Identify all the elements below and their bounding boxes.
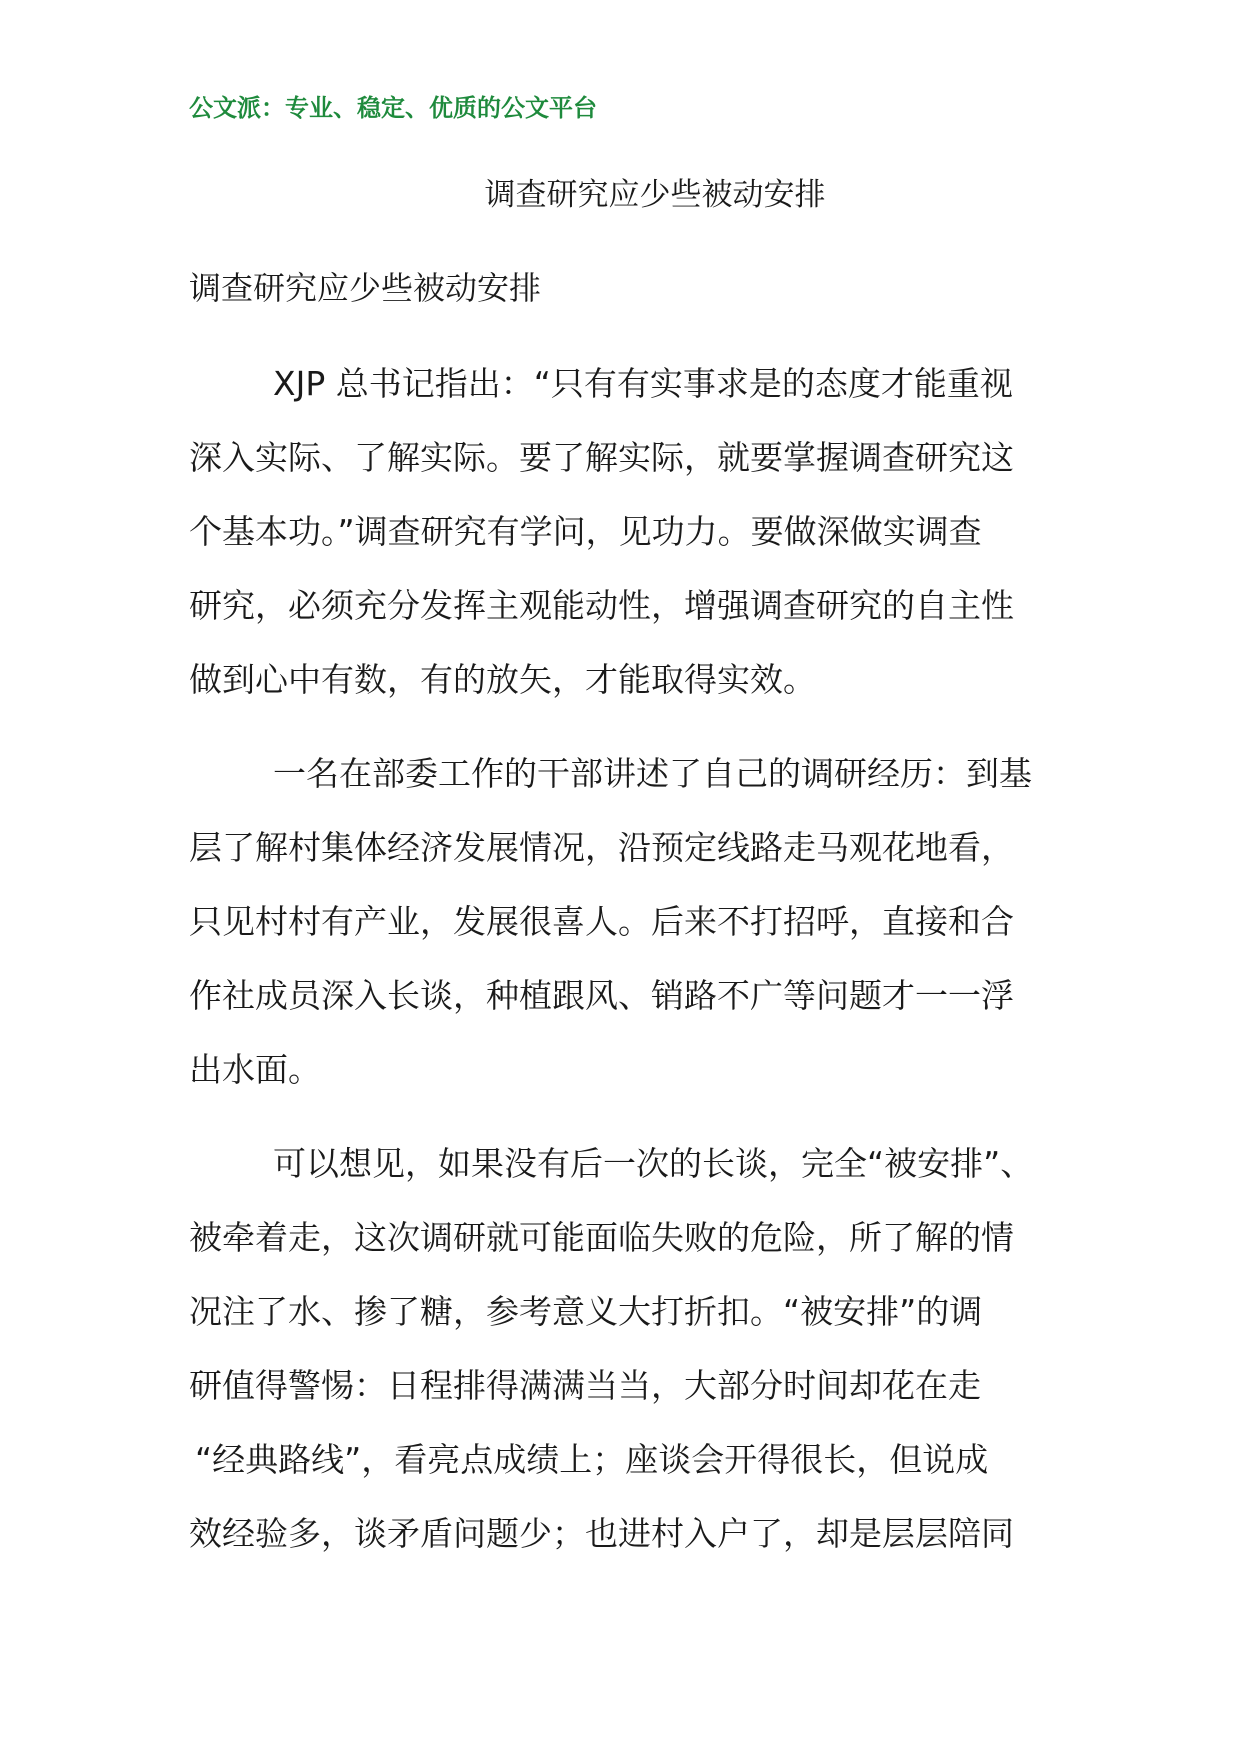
paragraph-line: 只见村村有产业，发展很喜人。后来不打招呼，直接和合 (189, 902, 1014, 941)
paragraph-line: 出水面。 (189, 1050, 321, 1089)
document-title: 调查研究应少些被动安排 (484, 177, 826, 213)
paragraph-line: 况注了水、掺了糖，参考意义大打折扣。“被安排”的调 (189, 1292, 983, 1331)
paragraph-line: 个基本功。”调查研究有学问，见功力。要做深做实调查 (189, 512, 982, 551)
paragraph-line: 效经验多，谈矛盾问题少；也进村入户了，却是层层陪同 (189, 1514, 1014, 1553)
paragraph-line: 一名在部委工作的干部讲述了自己的调研经历：到基 (273, 754, 1032, 793)
paragraph-line: 研究，必须充分发挥主观能动性，增强调查研究的自主性 (189, 586, 1014, 625)
paragraph-line: XJP 总书记指出：“只有有实事求是的态度才能重视 (273, 364, 1013, 403)
paragraph-line: 做到心中有数，有的放矢，才能取得实效。 (189, 660, 816, 699)
paragraph-line: 可以想见，如果没有后一次的长谈，完全“被安排”、 (273, 1144, 1034, 1183)
paragraph-line: 作社成员深入长谈，种植跟风、销路不广等问题才一一浮 (189, 976, 1014, 1015)
document-subtitle: 调查研究应少些被动安排 (189, 269, 542, 307)
header-brand: 公文派：专业、稳定、优质的公文平台 (189, 94, 597, 122)
paragraph-line: 层了解村集体经济发展情况，沿预定线路走马观花地看， (189, 828, 1014, 867)
paragraph-line: 深入实际、了解实际。要了解实际，就要掌握调查研究这 (189, 438, 1014, 477)
paragraph-line: 研值得警惕：日程排得满满当当，大部分时间却花在走 (189, 1366, 981, 1405)
paragraph-line: “经典路线”，看亮点成绩上；座谈会开得很长，但说成 (195, 1440, 989, 1479)
paragraph-line: 被牵着走，这次调研就可能面临失败的危险，所了解的情 (189, 1218, 1014, 1257)
